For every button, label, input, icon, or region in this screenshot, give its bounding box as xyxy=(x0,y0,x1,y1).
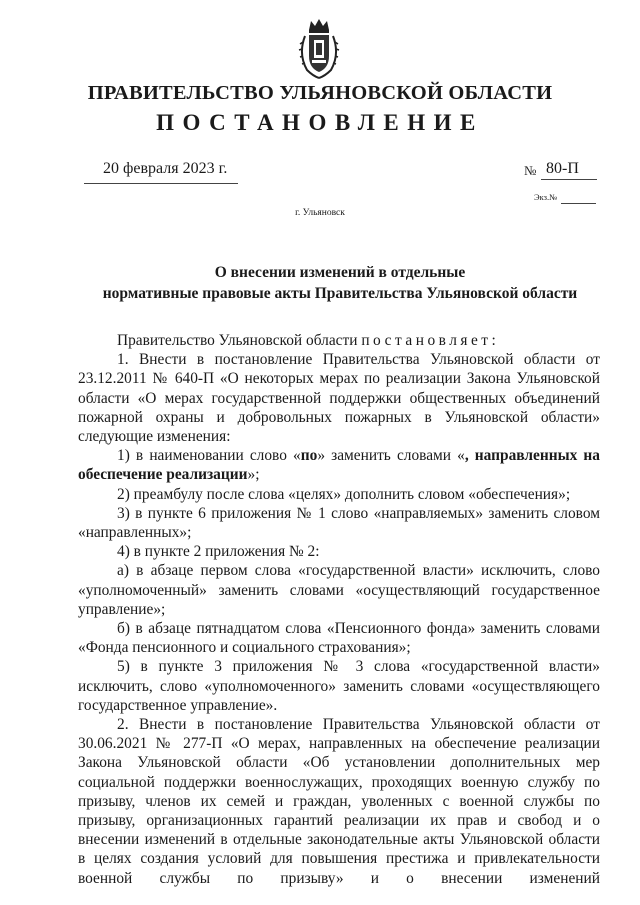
item-1-text-a: 1) в наименовании слово « xyxy=(117,447,301,465)
government-name: ПРАВИТЕЛЬСТВО УЛЬЯНОВСКОЙ ОБЛАСТИ xyxy=(87,82,553,104)
document-date: 20 февраля 2023 г. xyxy=(103,160,228,177)
item-1-text-e: »; xyxy=(247,466,260,484)
document-title xyxy=(0,262,640,304)
ulyanovsk-coat-of-arms-icon xyxy=(297,18,341,80)
item-1-text-c: » заменить словами « xyxy=(317,447,465,465)
title-line-1: О внесении изменений в отдельные xyxy=(214,264,466,281)
clause-1-item-4: 4) в пункте 2 приложения № 2: xyxy=(117,543,320,561)
document-number: 80-П xyxy=(546,160,579,177)
number-sign: № xyxy=(524,163,537,178)
date-underline xyxy=(84,183,238,184)
clause-1: 1. Внести в постановление Правительства Ульяновской области от 23.12.2011 № 640-П «О некоторых мерах по реализации Закона Ульяновской области «О мерах государственной поддержки общественных объединений пожарной охраны и добровольных пожарных в Ульяновской области» следующие изменения: xyxy=(78,351,600,446)
clause-2: 2. Внести в постановление Правительства Ульяновской области от 30.06.2021 № 277-П «О мерах, направленных на обеспечение реализации Закона Ульяновской области «Об установлении дополнительных мер социальной поддержки военнослужащих, проходящих военную службу по призыву, членов их семей и граждан, уволенных с военной службы по призыву, организационных гарантий реализации их прав и свобод и о внесении изменений в отдельные законодательные акты Ульяновской области в целях создания условий для повышения престижа и привлекательности военной службы по призыву» и о внесении изменений xyxy=(78,716,600,887)
clause-1-item-4a: а) в абзаце первом слова «государственной власти» исключить, слово «уполномоченный» заменить словами «осуществляющий государственное управление»; xyxy=(78,562,600,618)
document-body xyxy=(78,331,600,888)
preamble-lead: Правительство Ульяновской области xyxy=(117,332,362,349)
item-1-bold-d: , направленных на обеспечение реализации xyxy=(78,447,600,484)
clause-1-item-5: 5) в пункте 3 приложения № 3 слова «государственной власти» исключить, слово «уполномоченного» заменить словами «осуществляющего государственное управление». xyxy=(78,658,600,714)
clause-1-item-2: 2) преамбулу после слова «целях» дополнить словом «обеспечения»; xyxy=(117,485,571,503)
document-type: ПОСТАНОВЛЕНИЕ xyxy=(156,110,484,135)
clause-1-item-4b: б) в абзаце пятнадцатом слова «Пенсионного фонда» заменить словами «Фонда пенсионного и социального страхования»; xyxy=(78,620,600,657)
number-underline xyxy=(541,179,597,180)
copy-number-label: Экз.№ xyxy=(534,192,558,202)
item-1-bold-b: по xyxy=(300,447,318,465)
preamble xyxy=(78,331,600,350)
title-line-2: нормативные правовые акты Правительства Ульяновской области xyxy=(102,285,578,302)
preamble-spaced-verb: постановляет: xyxy=(361,332,500,349)
clause-1-item-1 xyxy=(78,446,600,484)
copy-number-underline xyxy=(561,203,596,204)
city: г. Ульяновск xyxy=(295,208,345,218)
clause-1-item-3: 3) в пункте 6 приложения № 1 слово «направляемых» заменить словом «направленных»; xyxy=(78,504,600,542)
